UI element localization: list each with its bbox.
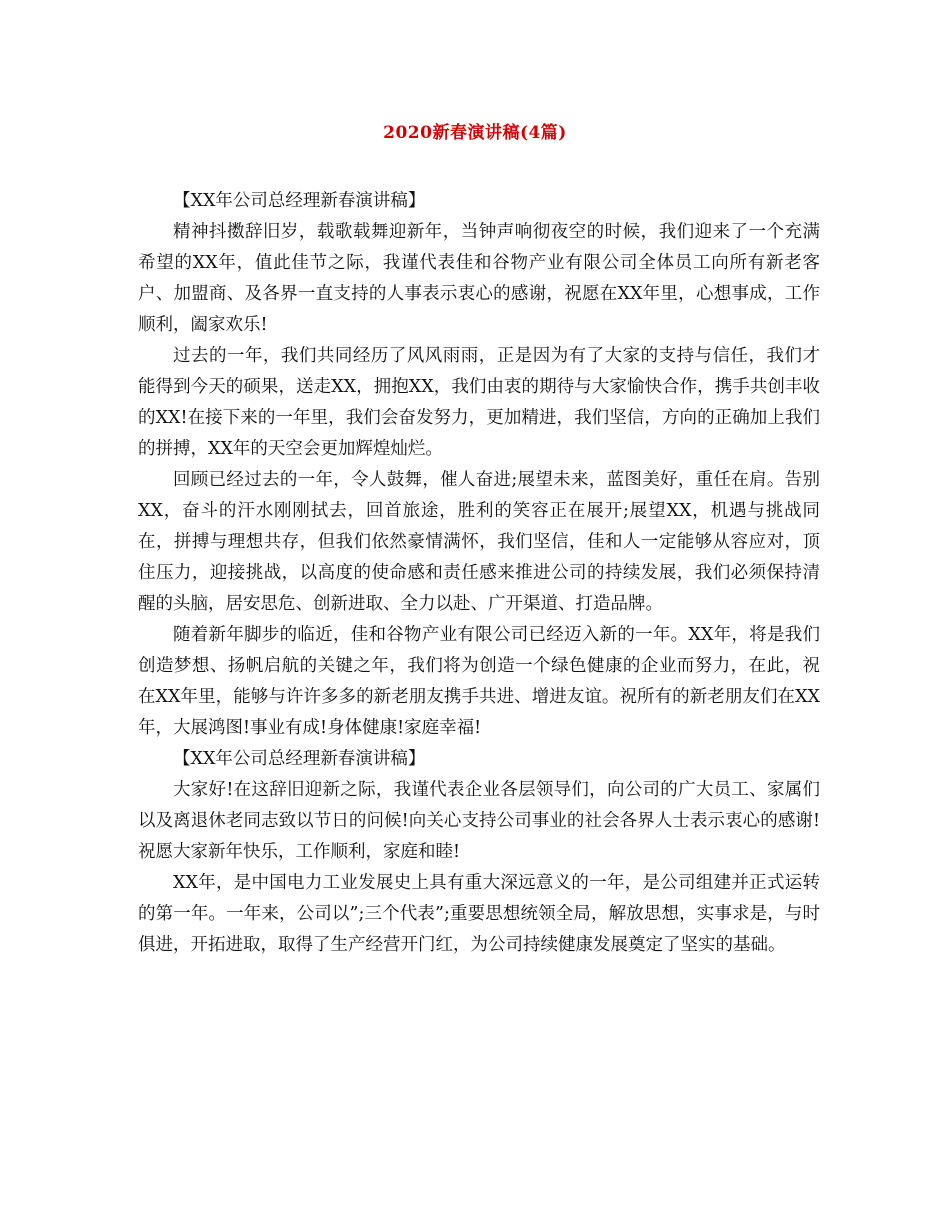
section-heading: 【XX年公司总经理新春演讲稿】 — [173, 749, 426, 769]
section-heading: 【XX年公司总经理新春演讲稿】 — [173, 191, 426, 211]
paragraph: 精神抖擞辞旧岁，载歌载舞迎新年，当钟声响彻夜空的时候，我们迎来了一个充满希望的XX年，值此佳节之际，我谨代表佳和谷物产业有限公司全体员工向所有新老客户、加盟商、及各界一直支持的人事表示衷心的感谢，祝愿在XX年里，心想事成，工作顺利，阖家欢乐! — [138, 222, 820, 335]
paragraph: XX年，是中国电力工业发展史上具有重大深远意义的一年，是公司组建并正式运转的第一年。一年来，公司以”;三个代表”;重要思想统领全局，解放思想，实事求是，与时俱进，开拓进取，取得了生产经营开门红，为公司持续健康发展奠定了坚实的基础。 — [138, 873, 820, 955]
paragraph: 随着新年脚步的临近，佳和谷物产业有限公司已经迈入新的一年。XX年，将是我们创造梦想、扬帆启航的关键之年，我们将为创造一个绿色健康的企业而努力，在此，祝在XX年里，能够与许许多多的新老朋友携手共进、增进友谊。祝所有的新老朋友们在XX年，大展鸿图!事业有成!身体健康!家庭幸福! — [138, 625, 820, 738]
document-title: 2020新春演讲稿(4篇) — [383, 123, 567, 143]
document-body — [138, 186, 820, 961]
paragraph: 大家好!在这辞旧迎新之际，我谨代表企业各层领导们，向公司的广大员工、家属们以及离退休老同志致以节日的问候!向关心支持公司事业的社会各界人士表示衷心的感谢!祝愿大家新年快乐，工作顺利，家庭和睦! — [138, 780, 820, 862]
paragraph: 过去的一年，我们共同经历了风风雨雨，正是因为有了大家的支持与信任，我们才能得到今天的硕果，送走XX，拥抱XX，我们由衷的期待与大家愉快合作，携手共创丰收的XX!在接下来的一年里，我们会奋发努力，更加精进，我们坚信，方向的正确加上我们的拼搏，XX年的天空会更加辉煌灿烂。 — [138, 346, 820, 459]
paragraph: 回顾已经过去的一年，令人鼓舞，催人奋进;展望未来，蓝图美好，重任在肩。告别XX，奋斗的汗水刚刚拭去，回首旅途，胜利的笑容正在展开;展望XX，机遇与挑战同在，拼搏与理想共存，但我们依然豪情满怀，我们坚信，佳和人一定能够从容应对，顶住压力，迎接挑战，以高度的使命感和责任感来推进公司的持续发展，我们必须保持清醒的头脑，居安思危、创新进取、全力以赴、广开渠道、打造品牌。 — [138, 470, 820, 614]
